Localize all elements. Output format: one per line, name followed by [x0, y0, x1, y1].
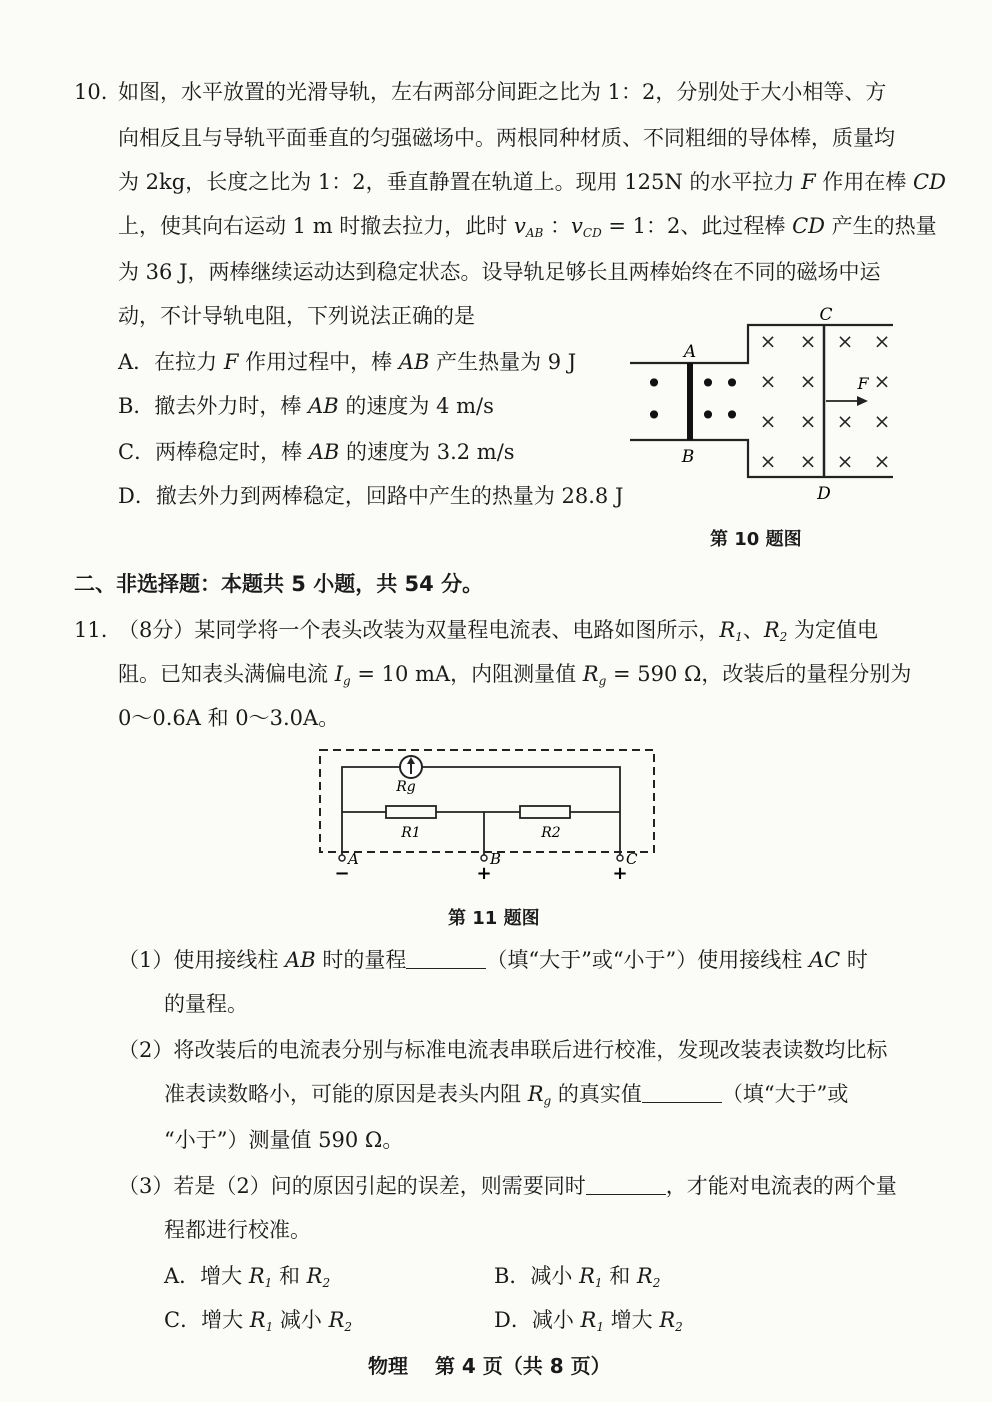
q11-number: 11. — [74, 618, 108, 642]
field-cross: × — [799, 449, 817, 473]
label-f: F — [857, 374, 869, 393]
q11-line-3: 0～0.6A 和 0～3.0A。 — [118, 706, 340, 730]
q11-option-a: A．增大 $R_1$ 和 $R_2$ — [164, 1264, 331, 1290]
field-dot: • — [645, 367, 663, 400]
q10-figure-caption: 第 10 题图 — [710, 529, 802, 550]
field-cross: × — [759, 369, 777, 393]
q11-figure-caption: 第 11 题图 — [448, 908, 540, 929]
answer-blank-2[interactable] — [642, 1082, 722, 1103]
label-b: B — [681, 447, 695, 467]
force-arrowhead — [857, 396, 868, 406]
q11-line-2: 阻。已知表头满偏电流 $I_g = 10$ mA，内阻测量值 $R_g = 590$ Ω，改装后的量程分别为 — [118, 662, 912, 688]
q11-option-b: B．减小 $R_1$ 和 $R_2$ — [494, 1264, 661, 1290]
answer-blank-1[interactable] — [406, 948, 486, 969]
dashed-enclosure — [320, 750, 654, 852]
label-r2: R2 — [541, 825, 561, 841]
terminal-b-label: B — [490, 850, 502, 868]
field-cross: × — [873, 449, 891, 473]
terminal-a-sign: − — [334, 863, 350, 884]
q10-line-2: 向相反且与导轨平面垂直的匀强磁场中。两根同种材质、不同粗细的导体棒，质量均 — [118, 126, 895, 150]
q10-line-3: 为 2kg，长度之比为 1：2，垂直静置在轨道上。现用 125N 的水平拉力 F 作用在棒 CD — [118, 170, 946, 194]
label-d: D — [817, 484, 831, 504]
page-footer: 物理 第 4 页（共 8 页） — [368, 1354, 611, 1378]
q10-line-1: 如图，水平放置的光滑导轨，左右两部分间距之比为 1：2，分别处于大小相等、方 — [118, 80, 887, 104]
circuit-wires — [342, 767, 620, 855]
terminal-c-label: C — [626, 850, 638, 868]
q11-part-3: （3）若是（2）问的原因引起的误差，则需要同时 ，才能对电流表的两个量 — [118, 1174, 897, 1198]
terminal-a — [339, 855, 345, 861]
label-c: C — [819, 305, 833, 325]
q11-part-2-end: “小于”）测量值 590 Ω。 — [164, 1128, 404, 1152]
field-cross: × — [759, 409, 777, 433]
terminal-c — [617, 855, 623, 861]
field-dot: • — [723, 399, 741, 432]
q10-option-a: A．在拉力 F 作用过程中，棒 AB 产生热量为 9 J — [118, 350, 577, 374]
field-dot: • — [645, 399, 663, 432]
label-rg: Rg — [396, 779, 416, 795]
field-cross: × — [836, 409, 854, 433]
q10-option-c: C．两棒稳定时，棒 AB 的速度为 3.2 m/s — [118, 440, 515, 464]
q11-option-c: C．增大 $R_1$ 减小 $R_2$ — [164, 1308, 353, 1334]
label-a: A — [683, 342, 697, 362]
field-cross: × — [873, 369, 891, 393]
section-2-heading: 二、非选择题：本题共 5 小题，共 54 分。 — [74, 572, 484, 596]
field-cross: × — [836, 449, 854, 473]
terminal-a-label: A — [348, 850, 359, 868]
field-cross: × — [799, 369, 817, 393]
q11-part-1: （1）使用接线柱 AB 时的量程 （填“大于”或“小于”）使用接线柱 AC 时 — [118, 948, 868, 972]
q10-line-5: 为 36 J，两棒继续运动达到稳定状态。设导轨足够长且两棒始终在不同的磁场中运 — [118, 260, 881, 284]
q11-part-3-cont: 程都进行校准。 — [164, 1218, 311, 1242]
field-cross: × — [873, 329, 891, 353]
field-cross: × — [799, 409, 817, 433]
q10-line-4: 上，使其向右运动 1 m 时撤去拉力，此时 $v_{AB}$ ：$v_{CD} = 1$：2、此过程棒 CD 产生的热量 — [118, 214, 937, 240]
q10-option-b: B．撤去外力时，棒 AB 的速度为 4 m/s — [118, 394, 494, 418]
q10-number: 10. — [74, 80, 108, 104]
field-dot: • — [699, 399, 717, 432]
field-dot: • — [699, 367, 717, 400]
field-cross: × — [799, 329, 817, 353]
label-r1: R1 — [401, 825, 421, 841]
terminal-c-sign: + — [612, 863, 628, 884]
q11-part-1-cont: 的量程。 — [164, 992, 248, 1016]
q10-line-6: 动，不计导轨电阻，下列说法正确的是 — [118, 304, 475, 328]
q10-option-d: D．撤去外力到两棒稳定，回路中产生的热量为 28.8 J — [118, 484, 624, 508]
field-cross: × — [759, 329, 777, 353]
field-dot: • — [723, 367, 741, 400]
field-cross: × — [873, 409, 891, 433]
field-cross: × — [759, 449, 777, 473]
q11-option-d: D．减小 $R_1$ 增大 $R_2$ — [494, 1308, 683, 1334]
q11-part-2-cont: 准表读数略小，可能的原因是表头内阻 $R_g$ 的真实值 （填“大于”或 — [164, 1082, 849, 1108]
q11-part-2: （2）将改装后的电流表分别与标准电流表串联后进行校准，发现改装表读数均比标 — [118, 1038, 888, 1062]
answer-blank-3[interactable] — [586, 1174, 666, 1195]
q11-line-1: （8分）某同学将一个表头改装为双量程电流表、电路如图所示，$R_1$、$R_2$ 为定值电 — [118, 618, 878, 644]
q10-figure — [628, 305, 898, 505]
terminal-b — [481, 855, 487, 861]
terminal-b-sign: + — [476, 863, 492, 884]
q11-figure — [318, 745, 658, 884]
field-cross: × — [836, 329, 854, 353]
